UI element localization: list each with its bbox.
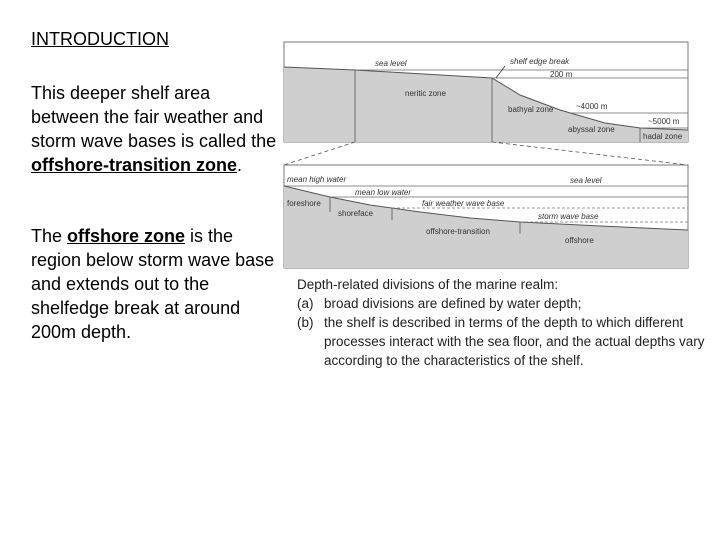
label-depth-4000: ~4000 m bbox=[576, 102, 608, 111]
projection-line-left bbox=[284, 142, 355, 165]
label-depth-5000: ~5000 m bbox=[648, 117, 680, 126]
figure-caption bbox=[297, 275, 707, 370]
caption-item-a-text: broad divisions are defined by water depth; bbox=[324, 296, 582, 311]
label-hadal-zone: hadal zone bbox=[643, 132, 683, 141]
para2-text-before: The bbox=[31, 226, 68, 246]
diagram-bottom-panel bbox=[284, 165, 688, 268]
label-shoreface: shoreface bbox=[338, 209, 374, 218]
label-sea-level: sea level bbox=[375, 59, 407, 68]
label-offshore-transition: offshore-transition bbox=[426, 227, 490, 236]
para1-text-before: This deeper shelf area between the fair weather and storm wave bases is called the bbox=[31, 83, 277, 151]
caption-item-a bbox=[297, 294, 707, 313]
caption-intro: Depth-related divisions of the marine realm: bbox=[297, 277, 559, 292]
label-storm-wave-base: storm wave base bbox=[538, 212, 599, 221]
caption-item-b bbox=[297, 313, 707, 370]
slide-title: INTRODUCTION bbox=[31, 29, 169, 49]
para2-text-after: is the region below storm wave base and extends out to the shelfedge break at around 200m depth. bbox=[31, 226, 275, 342]
caption-item-b-text: the shelf is described in terms of the depth to which different processes interact with the sea floor, and the actual depths vary according to the characteristics of the shelf. bbox=[324, 315, 705, 368]
label-mean-low-water: mean low water bbox=[355, 188, 412, 197]
label-sea-level-bottom: sea level bbox=[570, 176, 602, 185]
projection-line-right bbox=[492, 142, 688, 165]
term-offshore-zone: offshore zone bbox=[67, 226, 186, 246]
term-offshore-transition-zone: offshore-transition zone bbox=[31, 155, 237, 175]
para1-text-after: . bbox=[237, 155, 243, 175]
label-abyssal-zone: abyssal zone bbox=[568, 125, 615, 134]
label-foreshore: foreshore bbox=[287, 199, 321, 208]
label-mean-high-water: mean high water bbox=[287, 175, 347, 184]
label-fair-weather-wave-base: fair weather wave base bbox=[422, 199, 505, 208]
caption-item-a-marker: (a) bbox=[297, 296, 314, 311]
label-shelf-edge-break: shelf edge break bbox=[510, 57, 570, 66]
label-bathyal-zone: bathyal zone bbox=[508, 105, 554, 114]
diagram-top-panel bbox=[284, 42, 688, 142]
label-neritic-zone: neritic zone bbox=[405, 89, 446, 98]
caption-item-b-marker: (b) bbox=[297, 315, 314, 330]
label-offshore: offshore bbox=[565, 236, 594, 245]
label-depth-200: 200 m bbox=[550, 70, 573, 79]
